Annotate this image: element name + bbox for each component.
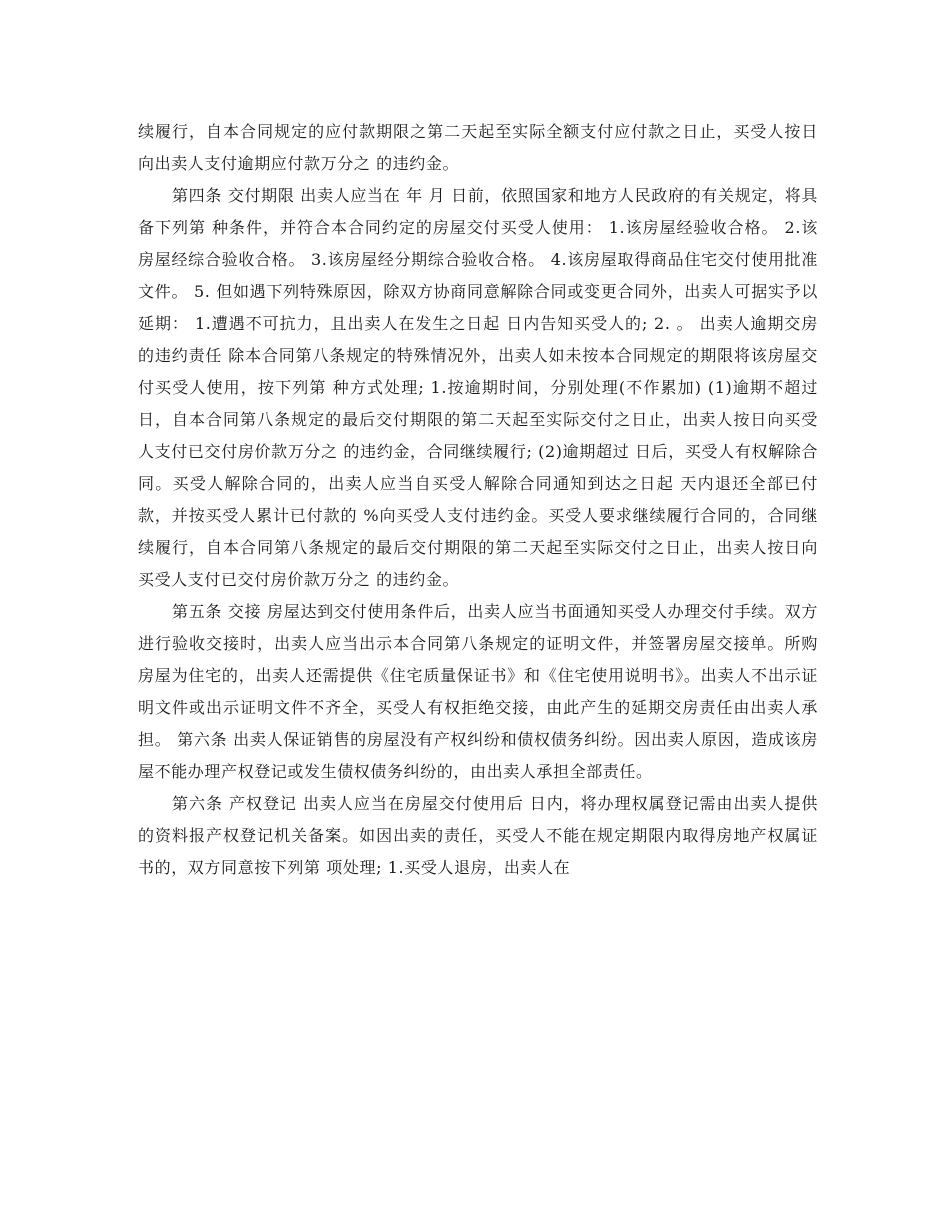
paragraph-article-4-delivery-term: 第四条 交付期限 出卖人应当在 年 月 日前，依照国家和地方人民政府的有关规定，将具备下列第 种条件，并符合本合同约定的房屋交付买受人使用： 1.该房屋经验收合格。 2.该房屋经综合验收合格。 3.该房屋经分期综合验收合格。 4.该房屋取得商品住宅交付使用批准文件。 5. 但如遇下列特殊原因，除双方协商同意解除合同或变更合同外，出卖人可据实予以延期： 1.遭遇不可抗力，且出卖人在发生之日起 日内告知买受人的; 2. 。 出卖人逾期交房的违约责任 除本合同第八条规定的特殊情况外，出卖人如未按本合同规定的期限将该房屋交付买受人使用，按下列第 种方式处理; 1.按逾期时间，分别处理(不作累加) (1)逾期不超过 日，自本合同第八条规定的最后交付期限的第二天起至实际交付之日止，出卖人按日向买受人支付已交付房价款万分之 的违约金，合同继续履行; (2)逾期超过 日后，买受人有权解除合同。买受人解除合同的，出卖人应当自买受人解除合同通知到达之日起 天内退还全部已付款，并按买受人累计已付款的 %向买受人支付违约金。买受人要求继续履行合同的，合同继续履行，自本合同第八条规定的最后交付期限的第二天起至实际交付之日止，出卖人按日向买受人支付已交付房价款万分之 的违约金。 bbox=[138, 186, 818, 589]
document-body bbox=[138, 116, 818, 884]
paragraph-article-6-title-registration: 第六条 产权登记 出卖人应当在房屋交付使用后 日内，将办理权属登记需由出卖人提供的资料报产权登记机关备案。如因出卖的责任，买受人不能在规定期限内取得房地产权属证书的，双方同意按下列第 项处理; 1.买受人退房，出卖人在 bbox=[138, 794, 818, 877]
paragraph-article-5-handover: 第五条 交接 房屋达到交付使用条件后，出卖人应当书面通知买受人办理交付手续。双方进行验收交接时，出卖人应当出示本合同第八条规定的证明文件，并签署房屋交接单。所购房屋为住宅的，出卖人还需提供《住宅质量保证书》和《住宅使用说明书》。出卖人不出示证明文件或出示证明文件不齐全，买受人有权拒绝交接，由此产生的延期交房责任由出卖人承担。 第六条 出卖人保证销售的房屋没有产权纠纷和债权债务纠纷。因出卖人原因，造成该房屋不能办理产权登记或发生债权债务纠纷的，由出卖人承担全部责任。 bbox=[138, 602, 818, 781]
paragraph-continuation: 续履行，自本合同规定的应付款期限之第二天起至实际全额支付应付款之日止，买受人按日向出卖人支付逾期应付款万分之 的违约金。 bbox=[138, 122, 818, 173]
